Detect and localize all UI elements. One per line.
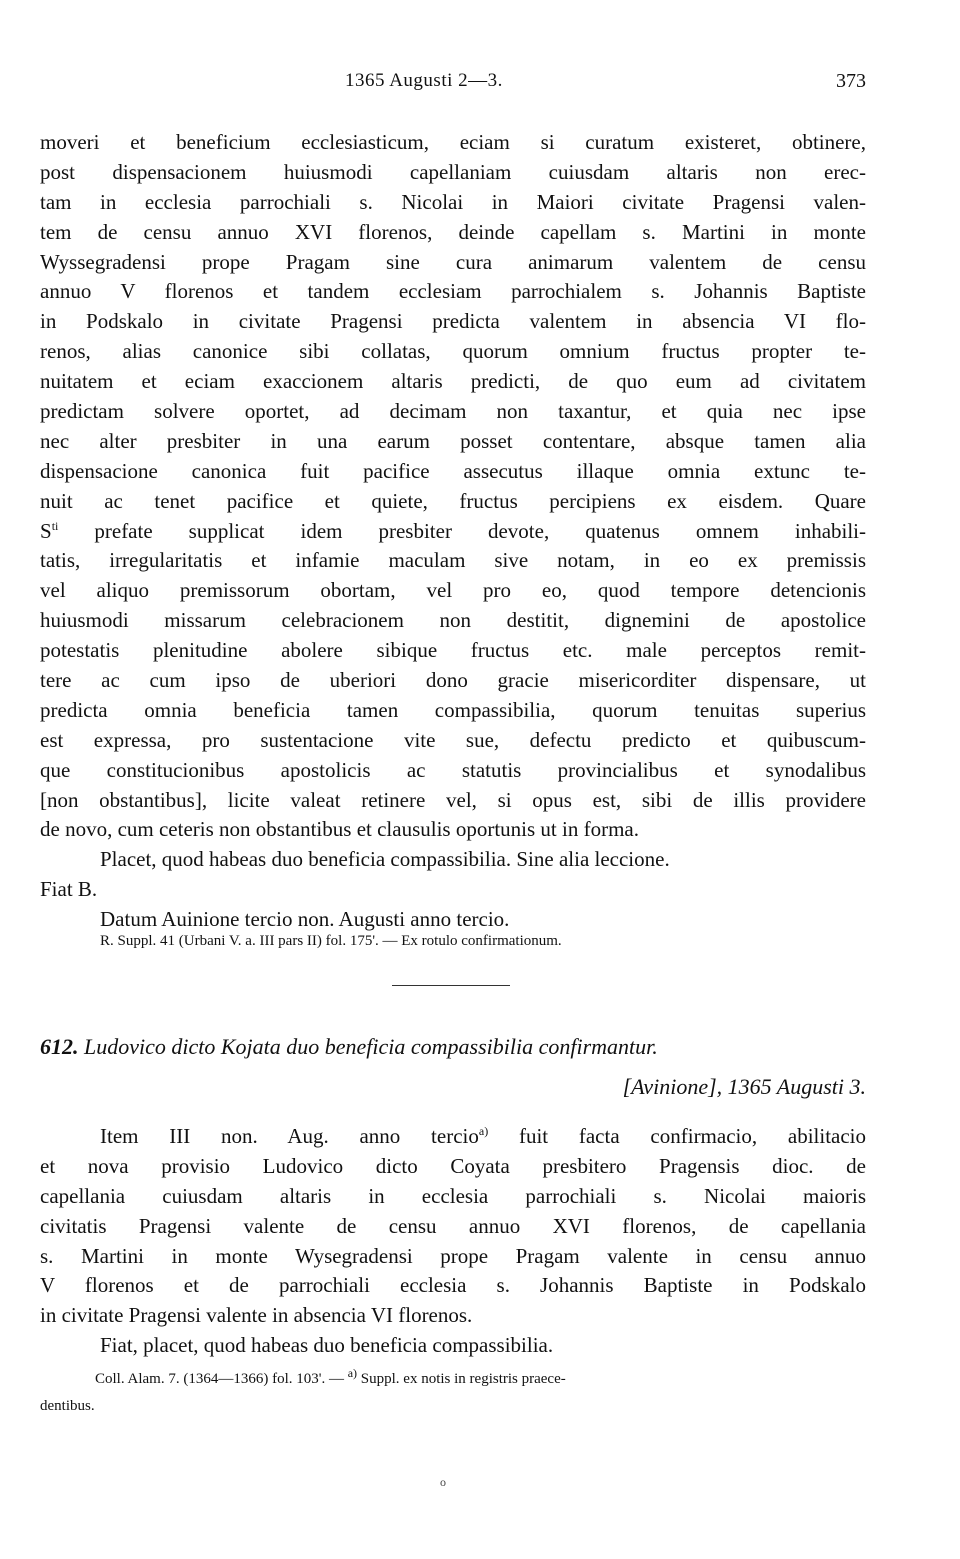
document-page xyxy=(40,0,866,1559)
text-line-content: annuo V florenos et tandem ecclesiam parrochialem s. Johannis Baptiste xyxy=(40,279,866,304)
text-line xyxy=(40,188,866,218)
placet-text: Placet, quod habeas duo beneficia compassibilia. Sine alia leccione. xyxy=(100,847,670,872)
text-line-content: moveri et beneficium ecclesiasticum, eciam si curatum existeret, obtinere, xyxy=(40,130,866,154)
text-line xyxy=(40,696,866,726)
text-line xyxy=(40,158,866,188)
text-line xyxy=(40,1122,866,1152)
text-line xyxy=(40,1271,866,1301)
text-line-content: predicta omnia beneficia tamen compassibilia, quorum tenuitas superius xyxy=(40,697,866,722)
document-612-heading xyxy=(40,1034,866,1060)
text-line xyxy=(40,1242,866,1272)
section-divider xyxy=(392,985,510,986)
text-line-content: tere ac cum ipso de uberiori dono gracie misericorditer dispensare, ut xyxy=(40,668,866,693)
text-line-content: potestatis plenitudine abolere sibique fructus etc. male perceptos remit- xyxy=(40,638,866,663)
text-line-content: dispensacione canonica fuit pacifice assecutus illaque omnia extunc te- xyxy=(40,458,866,483)
text-line-content: huiusmodi missarum celebracionem non destitit, dignemini de apostolice xyxy=(40,608,866,633)
footnote-source: Coll. Alam. 7. (1364—1366) fol. 103'. — xyxy=(95,1371,348,1387)
text-line xyxy=(40,517,866,547)
stray-mark: o xyxy=(440,1475,446,1489)
text-line-content: tem de censu annuo XVI florenos, deinde capellam s. Martini in monte xyxy=(40,219,866,244)
text-line-content: post dispensacionem huiusmodi capellaniam cuiusdam altaris non erec- xyxy=(40,159,866,184)
document-611-body xyxy=(40,128,866,935)
text-line xyxy=(40,1212,866,1242)
text-line-content: fuit facta confirmacio, abilitacio xyxy=(488,1124,866,1148)
document-title: Ludovico dicto Kojata duo beneficia compassibilia confirmantur. xyxy=(84,1034,658,1059)
document-612-body xyxy=(40,1122,866,1361)
text-line xyxy=(40,457,866,487)
footnote-text: Suppl. ex notis in registris praece- xyxy=(357,1371,566,1387)
footnote xyxy=(40,1366,866,1420)
text-line-content: de novo, cum ceteris non obstantibus et clausulis oportunis ut in forma. xyxy=(40,817,639,842)
text-line xyxy=(40,218,866,248)
text-line-content: [non obstantibus], licite valeat retinere vel, si opus est, sibi de illis providere xyxy=(40,787,866,812)
text-line xyxy=(40,636,866,666)
placet-line xyxy=(40,845,866,875)
text-line xyxy=(40,1182,866,1212)
datum-line xyxy=(40,905,866,935)
fiat-line xyxy=(40,1331,866,1361)
text-line-content: capellania cuiusdam altaris in ecclesia parrochiali s. Nicolai maioris xyxy=(40,1183,866,1208)
page-number: 373 xyxy=(836,70,866,92)
text-line xyxy=(40,1152,866,1182)
document-dateline: [Avinione], 1365 Augusti 3. xyxy=(622,1074,866,1099)
text-line xyxy=(40,248,866,278)
text-line xyxy=(40,427,866,457)
text-line-content: nuit ac tenet pacifice et quiete, fructus percipiens ex eisdem. Quare xyxy=(40,488,866,513)
fiat-text: Fiat, placet, quod habeas duo beneficia compassibilia. xyxy=(100,1333,554,1358)
datum-text: Datum Auinione tercio non. Augusti anno tercio. xyxy=(100,907,510,932)
footnote-marker: a) xyxy=(347,1366,358,1380)
text-line-content: est expressa, pro sustentacione vite sue, defectu predicto et quibuscum- xyxy=(40,727,866,752)
text-line-content: nuitatem et eciam exaccionem altaris predicti, de quo eum ad civitatem xyxy=(40,369,866,394)
text-line xyxy=(40,815,866,845)
text-line-content: civitatis Pragensi valente de censu annuo XVI florenos, de capellania xyxy=(40,1213,866,1238)
running-head: 1365 Augusti 2—3. xyxy=(345,70,503,91)
page-header xyxy=(40,70,866,100)
text-line-content: in civitate Pragensi valente in absencia VI florenos. xyxy=(40,1303,473,1328)
text-line-content: tam in ecclesia parrochiali s. Nicolai in Maiori civitate Pragensi valen- xyxy=(40,189,866,214)
fiat-text: Fiat B. xyxy=(40,877,98,902)
sanctitati-sup: ti xyxy=(51,518,59,533)
text-line-content: renos, alias canonice sibi collatas, quorum omnium fructus propter te- xyxy=(40,339,866,364)
text-line-content: Item III non. Aug. anno tercio xyxy=(100,1124,479,1148)
footnote-continuation: dentibus. xyxy=(40,1398,95,1414)
document-number: 612. xyxy=(40,1034,79,1059)
text-line xyxy=(40,307,866,337)
source-note: R. Suppl. 41 (Urbani V. a. III pars II) fol. 175'. — Ex rotulo confirmationum. xyxy=(100,933,562,949)
text-line-content: tatis, irregularitatis et infamie maculam sive notam, in eo ex premissis xyxy=(40,548,866,573)
text-line-content: vel aliquo premissorum obortam, vel pro eo, quod tempore detencionis xyxy=(40,578,866,603)
text-line xyxy=(40,337,866,367)
text-line xyxy=(40,397,866,427)
text-line xyxy=(40,756,866,786)
text-line xyxy=(40,487,866,517)
text-line xyxy=(40,1301,866,1331)
text-line-content: Wyssegradensi prope Pragam sine cura animarum valentem de censu xyxy=(40,249,866,274)
text-line xyxy=(40,666,866,696)
text-line-content: que constitucionibus apostolicis ac statutis provincialibus et synodalibus xyxy=(40,757,866,782)
text-line xyxy=(40,277,866,307)
text-line xyxy=(40,128,866,158)
text-line-content: in Podskalo in civitate Pragensi predicta valentem in absencia VI flo- xyxy=(40,309,866,334)
text-line-content: et nova provisio Ludovico dicto Coyata presbitero Pragensis dioc. de xyxy=(40,1153,866,1178)
footnote-marker: a) xyxy=(478,1124,489,1138)
text-line xyxy=(40,606,866,636)
text-line xyxy=(40,367,866,397)
text-line xyxy=(40,576,866,606)
text-line-content: s. Martini in monte Wysegradensi prope Pragam valente in censu annuo xyxy=(40,1243,866,1268)
text-line-content: prefate supplicat idem presbiter devote, quatenus omnem inhabili- xyxy=(94,518,866,543)
text-line xyxy=(40,546,866,576)
sanctitati-abbrev: S xyxy=(40,518,52,543)
text-line xyxy=(40,786,866,816)
text-line-content: nec alter presbiter in una earum posset contentare, absque tamen alia xyxy=(40,428,866,453)
text-line-content: V florenos et de parrochiali ecclesia s. Johannis Baptiste in Podskalo xyxy=(40,1273,866,1298)
text-line xyxy=(40,726,866,756)
fiat-line xyxy=(40,875,866,905)
text-line-content: predictam solvere oportet, ad decimam non taxantur, et quia nec ipse xyxy=(40,399,866,424)
